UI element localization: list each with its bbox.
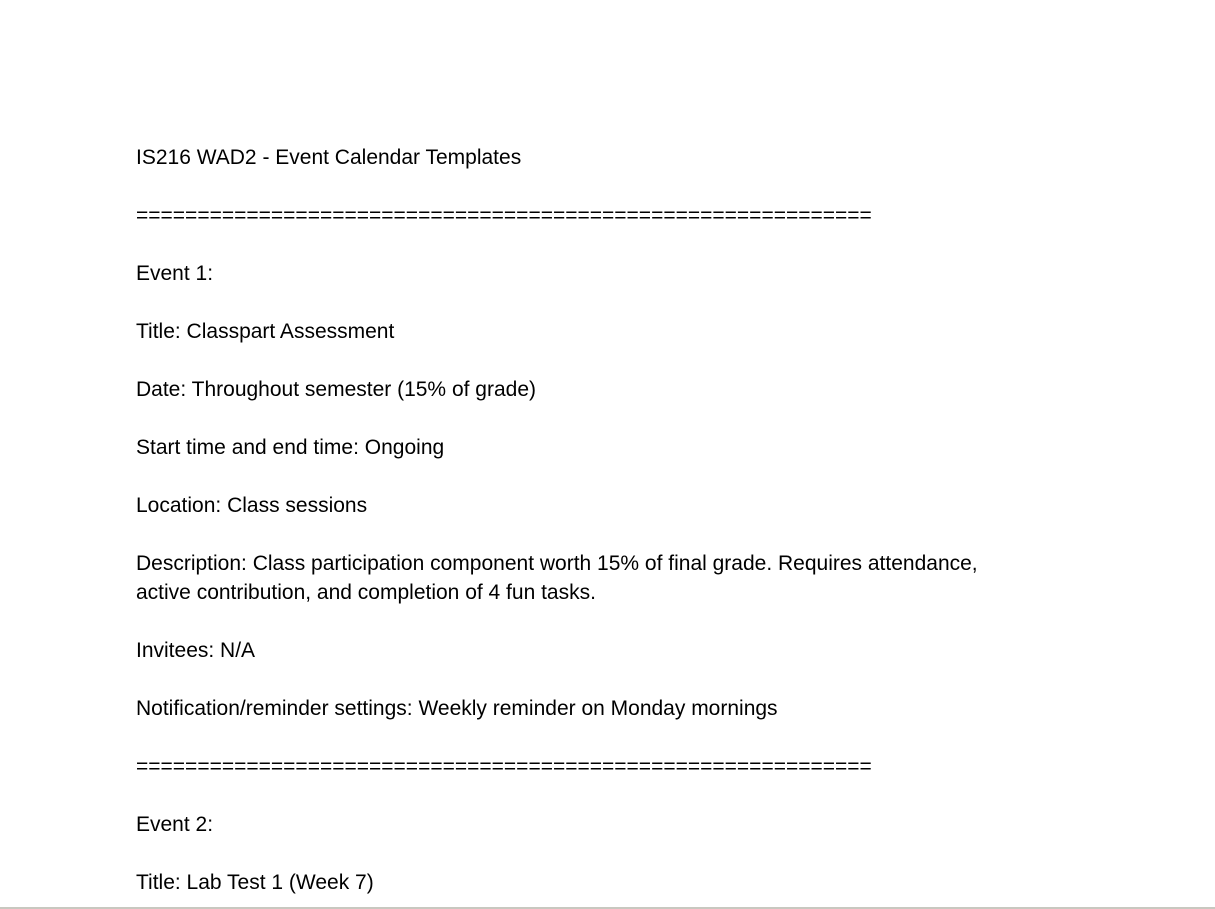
event-1-invitees: Invitees: N/A: [136, 639, 256, 662]
document-heading: IS216 WAD2 - Event Calendar Templates: [136, 146, 522, 169]
event-2-label: Event 2:: [136, 813, 214, 836]
separator-line: ============================================================: [136, 755, 872, 778]
event-1-label: Event 1:: [136, 262, 214, 285]
event-1-title: Title: Classpart Assessment: [136, 320, 395, 343]
document-body: [136, 143, 1036, 907]
separator-line: ============================================================: [136, 204, 872, 227]
event-1-notification: Notification/reminder settings: Weekly reminder on Monday mornings: [136, 697, 778, 720]
event-1-description: Description: Class participation component worth 15% of final grade. Requires attendance, active contribution, and completion of 4 fun tasks.: [136, 552, 984, 604]
event-2-title: Title: Lab Test 1 (Week 7): [136, 871, 374, 894]
event-1-date: Date: Throughout semester (15% of grade): [136, 378, 536, 401]
event-1-time: Start time and end time: Ongoing: [136, 436, 445, 459]
event-1-location: Location: Class sessions: [136, 494, 368, 517]
